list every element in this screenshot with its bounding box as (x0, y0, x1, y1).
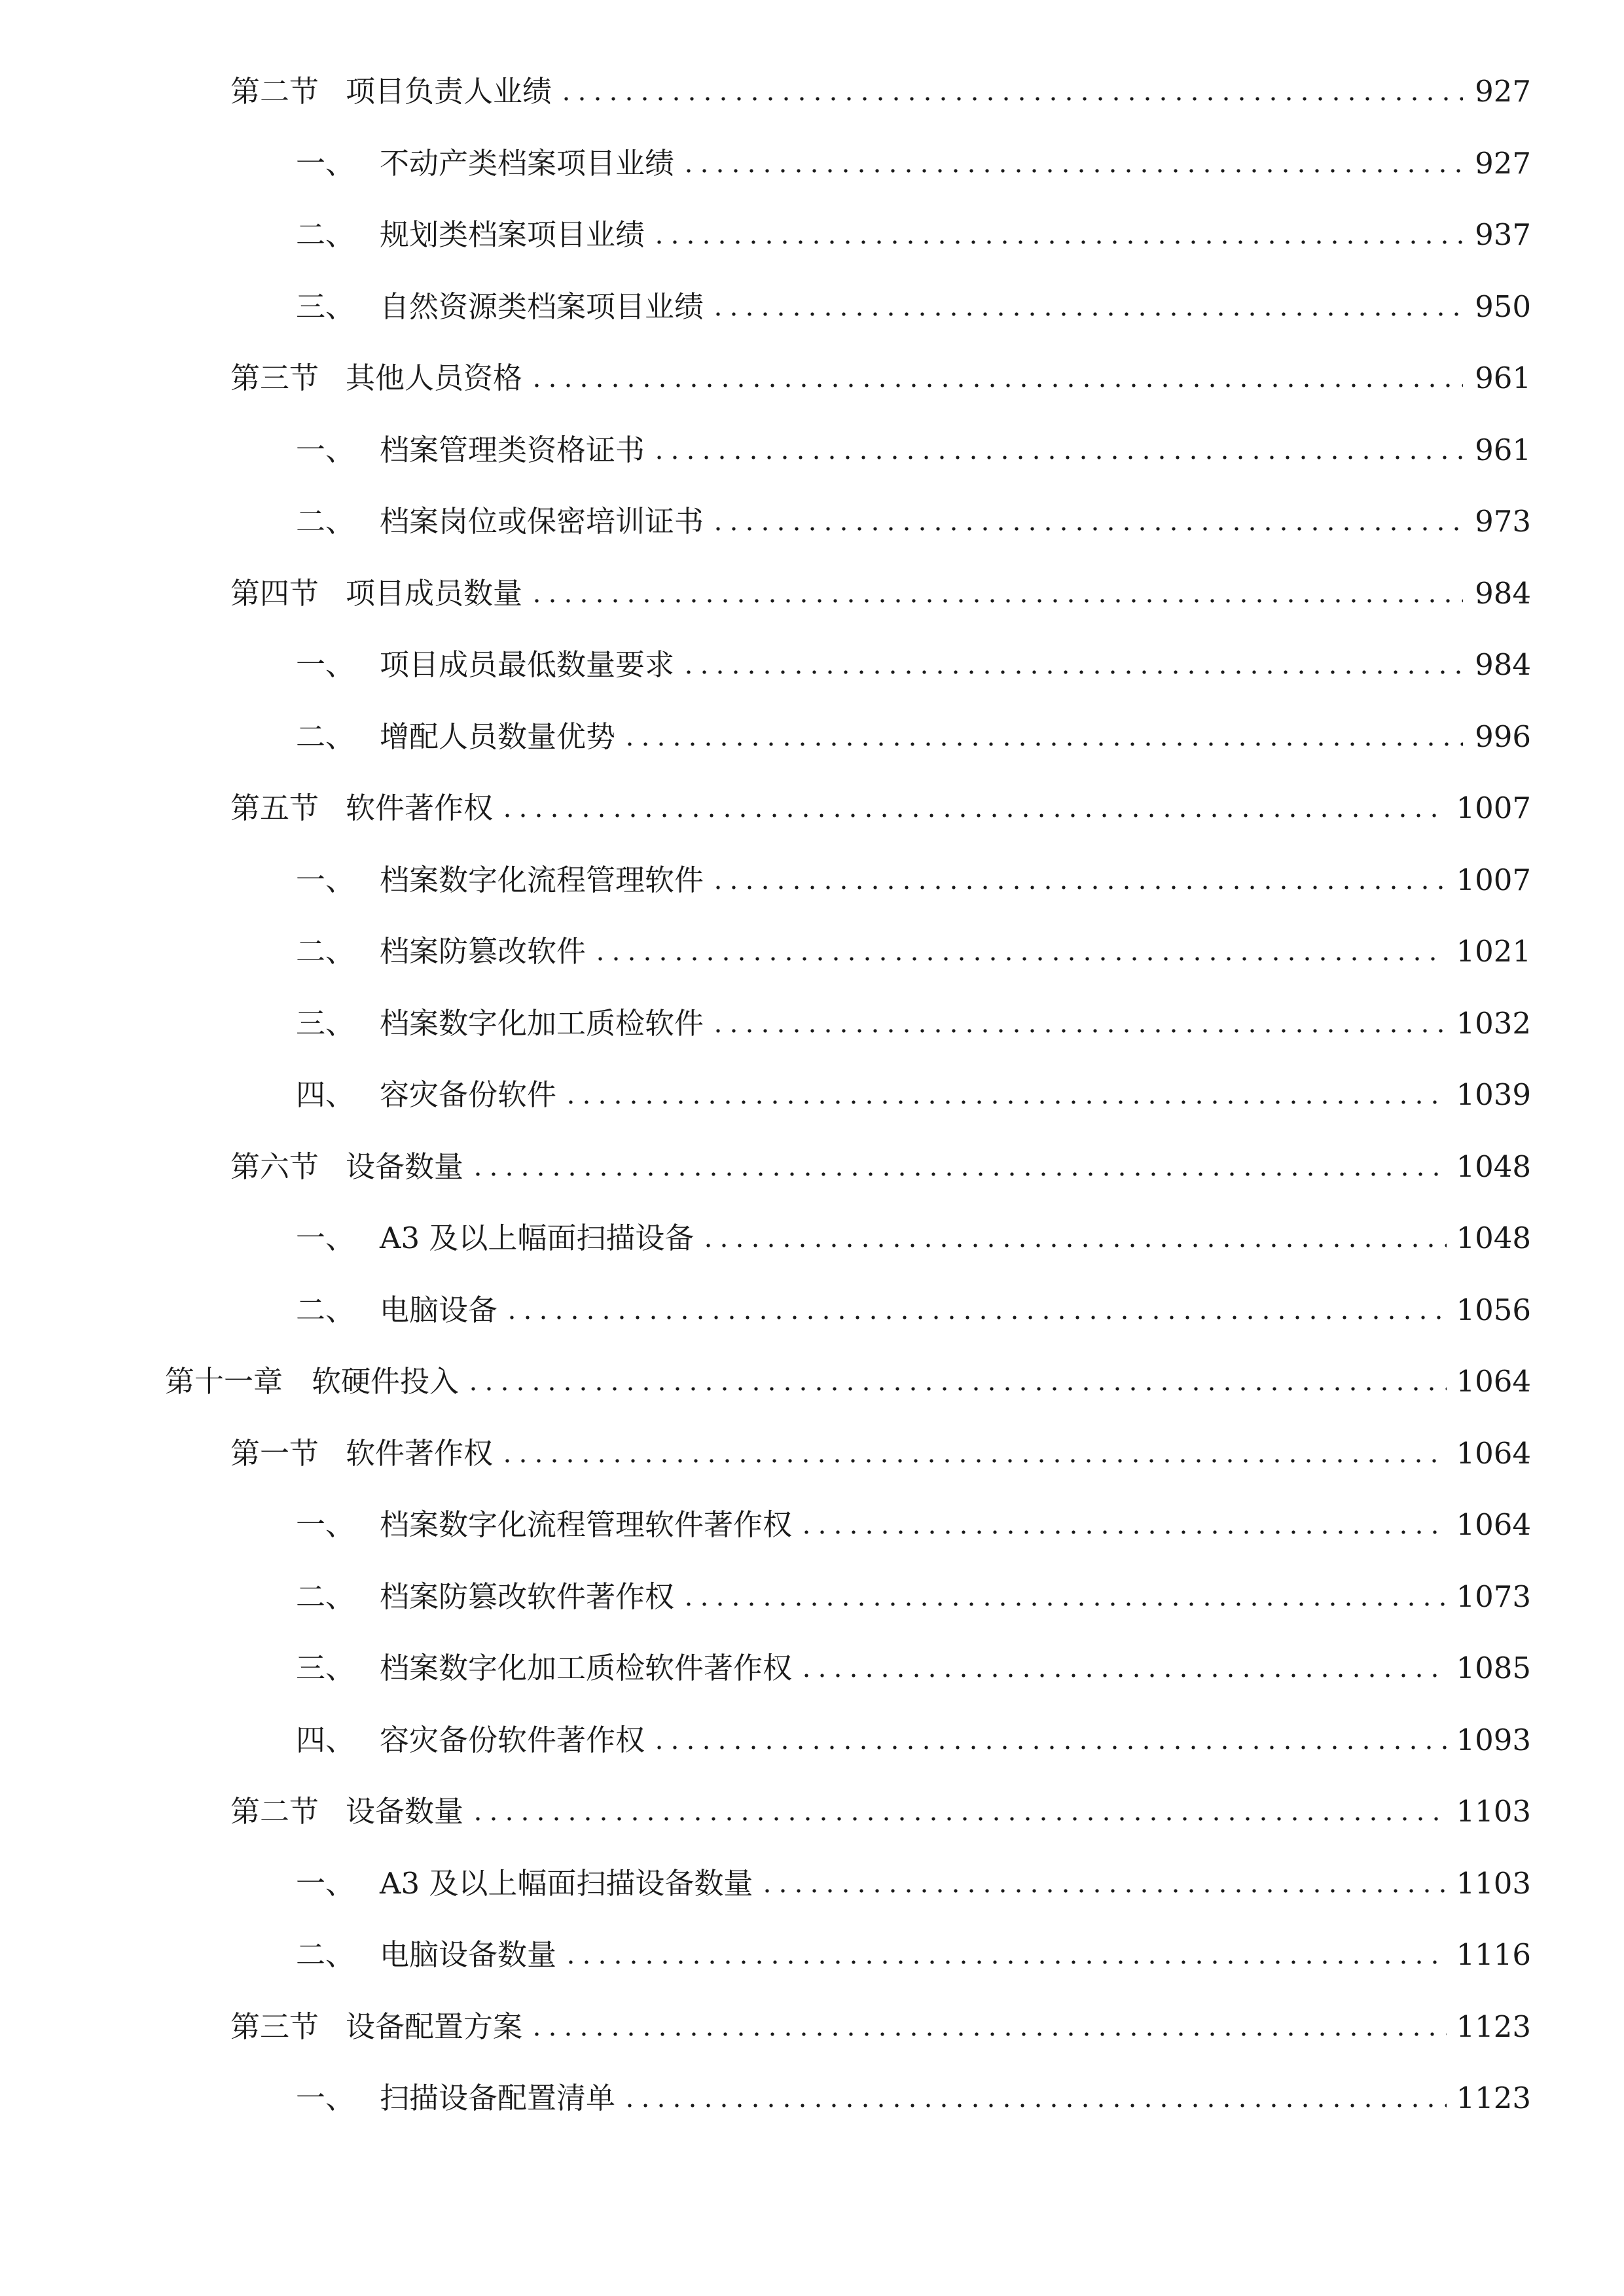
toc-entry-label (296, 206, 645, 264)
dot-leader (799, 1530, 1447, 1534)
dot-leader (681, 670, 1463, 674)
toc-entry-title: 档案数字化加工质检软件著作权 (380, 1651, 793, 1685)
toc-entry-number: 四、 (296, 1077, 355, 1112)
toc-entry-label (296, 1854, 753, 1913)
dot-leader (504, 1316, 1447, 1319)
dot-leader (592, 957, 1447, 961)
toc-entry-title: 容灾备份软件著作权 (380, 1723, 645, 1757)
toc-entry-label (296, 1281, 497, 1340)
toc-entry[interactable] (230, 1782, 1531, 1841)
dot-leader (529, 599, 1463, 603)
toc-entry-number: 第三节 (230, 2009, 319, 2044)
toc-entry-page-number: 950 (1475, 289, 1531, 324)
toc-entry-page-number: 1048 (1456, 1149, 1531, 1184)
toc-entry-label (296, 2069, 615, 2128)
toc-entry-number: 第四节 (230, 576, 319, 611)
toc-entry[interactable] (230, 564, 1531, 623)
dot-leader (710, 886, 1447, 889)
toc-entry-title: 自然资源类档案项目业绩 (380, 289, 704, 324)
toc-entry-title: 档案岗位或保密培训证书 (380, 504, 704, 539)
toc-entry-number: 二、 (296, 1937, 355, 1972)
toc-entry-label (296, 492, 704, 551)
toc-entry-page-number: 1103 (1456, 1866, 1531, 1901)
toc-entry-title: 电脑设备数量 (380, 1937, 557, 1972)
dot-leader (651, 240, 1463, 244)
toc-entry-label (230, 1998, 522, 2056)
toc-entry-number: 一、 (296, 1221, 355, 1255)
toc-entry[interactable] (230, 1424, 1531, 1483)
toc-entry-number: 第十一章 (165, 1364, 283, 1399)
toc-entry[interactable] (296, 1568, 1531, 1626)
toc-entry-page-number: 1007 (1456, 863, 1531, 897)
toc-entry[interactable] (296, 1711, 1531, 1770)
toc-entry-page-number: 996 (1475, 719, 1531, 754)
toc-entry[interactable] (296, 134, 1531, 193)
toc-entry[interactable] (296, 636, 1531, 694)
dot-leader (563, 1100, 1447, 1104)
toc-entry-label (296, 1926, 556, 1984)
toc-entry-label (296, 278, 704, 336)
toc-entry-page-number: 1032 (1456, 1006, 1531, 1041)
toc-entry-title: 规划类档案项目业绩 (380, 217, 645, 252)
dot-leader (499, 1459, 1447, 1463)
toc-entry[interactable] (296, 492, 1531, 551)
toc-entry-label (230, 349, 522, 408)
toc-entry-number: 二、 (296, 934, 355, 969)
toc-entry-label (230, 779, 493, 838)
toc-entry-page-number: 973 (1475, 504, 1531, 539)
toc-entry-label (296, 1496, 792, 1554)
toc-entry-page-number: 1048 (1456, 1221, 1531, 1255)
toc-entry-title: 项目成员最低数量要求 (380, 647, 675, 682)
toc-entry[interactable] (230, 1138, 1531, 1196)
toc-entry[interactable] (296, 421, 1531, 480)
dot-leader (651, 1746, 1447, 1749)
toc-entry-label (230, 62, 552, 121)
toc-entry-page-number: 1093 (1456, 1723, 1531, 1757)
toc-entry-number: 第二节 (230, 74, 319, 109)
toc-entry-number: 一、 (296, 1866, 355, 1901)
toc-entry-page-number: 961 (1475, 361, 1531, 395)
toc-entry-title: 电脑设备 (380, 1293, 498, 1327)
toc-entry-number: 第一节 (230, 1436, 319, 1471)
toc-entry[interactable] (230, 349, 1531, 408)
toc-entry-label (230, 1782, 463, 1841)
toc-entry-title: 项目成员数量 (346, 576, 523, 611)
toc-entry[interactable] (296, 2069, 1531, 2128)
dot-leader (558, 97, 1463, 101)
toc-entry[interactable] (165, 1352, 1531, 1411)
dot-leader (651, 456, 1463, 459)
toc-entry[interactable] (296, 1209, 1531, 1268)
toc-entry-number: 一、 (296, 146, 355, 181)
toc-entry-title: 设备数量 (346, 1149, 464, 1184)
toc-entry-page-number: 1064 (1456, 1507, 1531, 1542)
dot-leader (710, 312, 1463, 316)
toc-entry-number: 二、 (296, 504, 355, 539)
toc-entry-title: 档案数字化流程管理软件 (380, 863, 704, 897)
dot-leader (799, 1674, 1447, 1677)
toc-entry-label (296, 134, 674, 193)
dot-leader (529, 2032, 1447, 2036)
toc-entry[interactable] (296, 1854, 1531, 1913)
toc-entry[interactable] (296, 1496, 1531, 1554)
toc-entry-number: 一、 (296, 1507, 355, 1542)
toc-entry-title: 档案防篡改软件 (380, 934, 586, 969)
toc-entry-page-number: 984 (1475, 576, 1531, 611)
toc-entry-page-number: 1116 (1456, 1937, 1531, 1972)
toc-entry-title: 其他人员资格 (346, 361, 523, 395)
toc-entry-title: 项目负责人业绩 (346, 74, 552, 109)
toc-entry-page-number: 1007 (1456, 791, 1531, 825)
toc-entry-title: 设备配置方案 (346, 2009, 523, 2044)
dot-leader (465, 1387, 1447, 1391)
dot-leader (759, 1889, 1447, 1893)
toc-entry-page-number: 984 (1475, 647, 1531, 682)
dot-leader (710, 527, 1463, 531)
toc-entry-number: 二、 (296, 719, 355, 754)
toc-entry-title: 软硬件投入 (312, 1364, 460, 1399)
toc-entry-label (296, 994, 704, 1053)
toc-entry-number: 二、 (296, 1293, 355, 1327)
toc-entry[interactable] (296, 922, 1531, 981)
toc-entry-label (296, 1639, 792, 1698)
toc-entry-number: 二、 (296, 217, 355, 252)
toc-entry[interactable] (296, 1639, 1531, 1698)
toc-entry[interactable] (296, 708, 1531, 766)
toc-entry-title: 档案数字化加工质检软件 (380, 1006, 704, 1041)
toc-entry-page-number: 1123 (1456, 2081, 1531, 2115)
dot-leader (529, 384, 1463, 387)
toc-entry-title: A3 及以上幅面扫描设备数量 (380, 1866, 753, 1901)
toc-entry-number: 一、 (296, 863, 355, 897)
toc-entry-title: 档案数字化流程管理软件著作权 (380, 1507, 793, 1542)
toc-entry-page-number: 1056 (1456, 1293, 1531, 1327)
toc-entry[interactable] (296, 994, 1531, 1053)
dot-leader (710, 1029, 1447, 1033)
toc-entry-page-number: 1103 (1456, 1794, 1531, 1829)
dot-leader (681, 169, 1463, 173)
toc-entry-label (296, 851, 704, 910)
toc-entry[interactable] (230, 62, 1531, 121)
toc-entry[interactable] (296, 1066, 1531, 1124)
toc-entry-title: 软件著作权 (346, 791, 494, 825)
toc-entry-page-number: 937 (1475, 217, 1531, 252)
toc-entry-number: 第五节 (230, 791, 319, 825)
toc-entry-label (230, 1138, 463, 1196)
toc-entry[interactable] (296, 1281, 1531, 1340)
toc-entry-label (230, 564, 522, 623)
toc-entry-page-number: 1073 (1456, 1579, 1531, 1614)
toc-entry-number: 第二节 (230, 1794, 319, 1829)
toc-entry-page-number: 927 (1475, 74, 1531, 109)
toc-entry-title: 设备数量 (346, 1794, 464, 1829)
toc-entry-number: 第三节 (230, 361, 319, 395)
toc-entry-label (296, 1711, 645, 1770)
toc-entry[interactable] (296, 1926, 1531, 1984)
dot-leader (470, 1172, 1447, 1176)
toc-entry-label (296, 421, 645, 480)
toc-entry-title: A3 及以上幅面扫描设备 (380, 1221, 695, 1255)
dot-leader (681, 1602, 1447, 1606)
toc-entry[interactable] (296, 206, 1531, 264)
toc-entry-title: 扫描设备配置清单 (380, 2081, 616, 2115)
toc-entry-number: 三、 (296, 1651, 355, 1685)
toc-entry[interactable] (230, 1998, 1531, 2056)
toc-entry-number: 第六节 (230, 1149, 319, 1184)
toc-entry-label (165, 1352, 459, 1411)
toc-entry-number: 三、 (296, 289, 355, 324)
toc-entry-page-number: 961 (1475, 433, 1531, 467)
toc-entry-page-number: 927 (1475, 146, 1531, 181)
toc-entry-number: 一、 (296, 433, 355, 467)
toc-entry-page-number: 1039 (1456, 1077, 1531, 1112)
toc-entry-label (230, 1424, 493, 1483)
toc-entry-page-number: 1123 (1456, 2009, 1531, 2044)
toc-entry-label (296, 636, 674, 694)
toc-entry-label (296, 922, 586, 981)
toc-entry-number: 一、 (296, 647, 355, 682)
toc-entry[interactable] (230, 779, 1531, 838)
dot-leader (622, 2104, 1447, 2108)
toc-entry-title: 软件著作权 (346, 1436, 494, 1471)
toc-entry-number: 四、 (296, 1723, 355, 1757)
toc-entry-label (296, 1209, 694, 1268)
dot-leader (470, 1817, 1447, 1821)
toc-entry-page-number: 1021 (1456, 934, 1531, 969)
toc-entry-title: 增配人员数量优势 (380, 719, 616, 754)
toc-entry[interactable] (296, 851, 1531, 910)
toc-entry-number: 一、 (296, 2081, 355, 2115)
toc-entry-page-number: 1064 (1456, 1364, 1531, 1399)
toc-entry-page-number: 1085 (1456, 1651, 1531, 1685)
dot-leader (563, 1960, 1447, 1964)
toc-entry-label (296, 1568, 674, 1626)
toc-entry-label (296, 708, 615, 766)
dot-leader (499, 814, 1447, 817)
toc-entry-label (296, 1066, 556, 1124)
dot-leader (700, 1244, 1447, 1247)
toc-entry[interactable] (296, 278, 1531, 336)
toc-entry-title: 容灾备份软件 (380, 1077, 557, 1112)
toc-entry-number: 三、 (296, 1006, 355, 1041)
toc-entry-page-number: 1064 (1456, 1436, 1531, 1471)
toc-entry-number: 二、 (296, 1579, 355, 1614)
toc-entry-title: 档案防篡改软件著作权 (380, 1579, 675, 1614)
toc-entry-title: 不动产类档案项目业绩 (380, 146, 675, 181)
dot-leader (622, 742, 1463, 746)
toc-entry-title: 档案管理类资格证书 (380, 433, 645, 467)
